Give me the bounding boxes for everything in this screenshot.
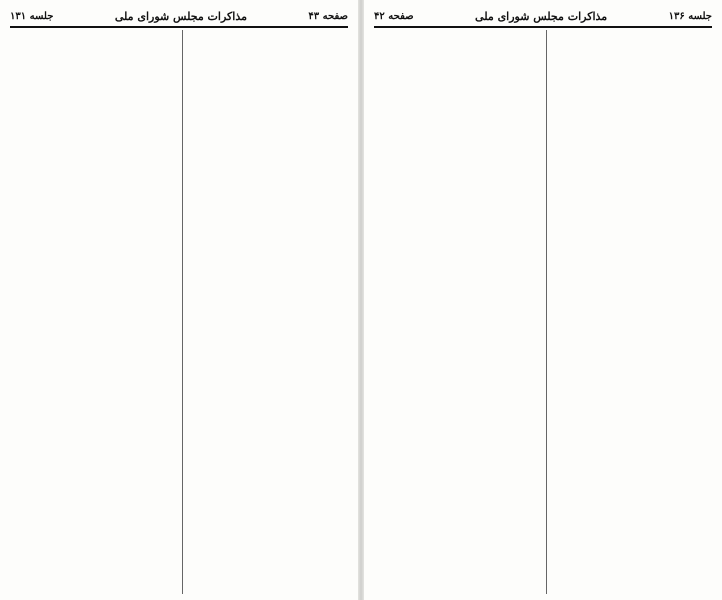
left-page-number: صفحه ۴۳ <box>308 10 348 22</box>
left-page <box>0 0 358 600</box>
right-running-header <box>374 6 712 28</box>
right-session-number: جلسه ۱۳۶ <box>668 10 712 22</box>
right-page <box>364 0 722 600</box>
left-running-header <box>10 6 348 28</box>
right-header-title: مذاکرات مجلس شورای ملی <box>475 9 608 23</box>
text-column <box>374 30 540 594</box>
text-column <box>546 30 713 594</box>
left-page-columns <box>10 30 348 594</box>
left-header-title: مذاکرات مجلس شورای ملی <box>114 9 247 23</box>
right-page-columns <box>374 30 712 594</box>
right-page-number: صفحه ۴۲ <box>374 10 414 22</box>
text-column <box>182 30 349 594</box>
text-column <box>10 30 176 594</box>
left-session-number: جلسه ۱۳۱ <box>10 10 54 22</box>
